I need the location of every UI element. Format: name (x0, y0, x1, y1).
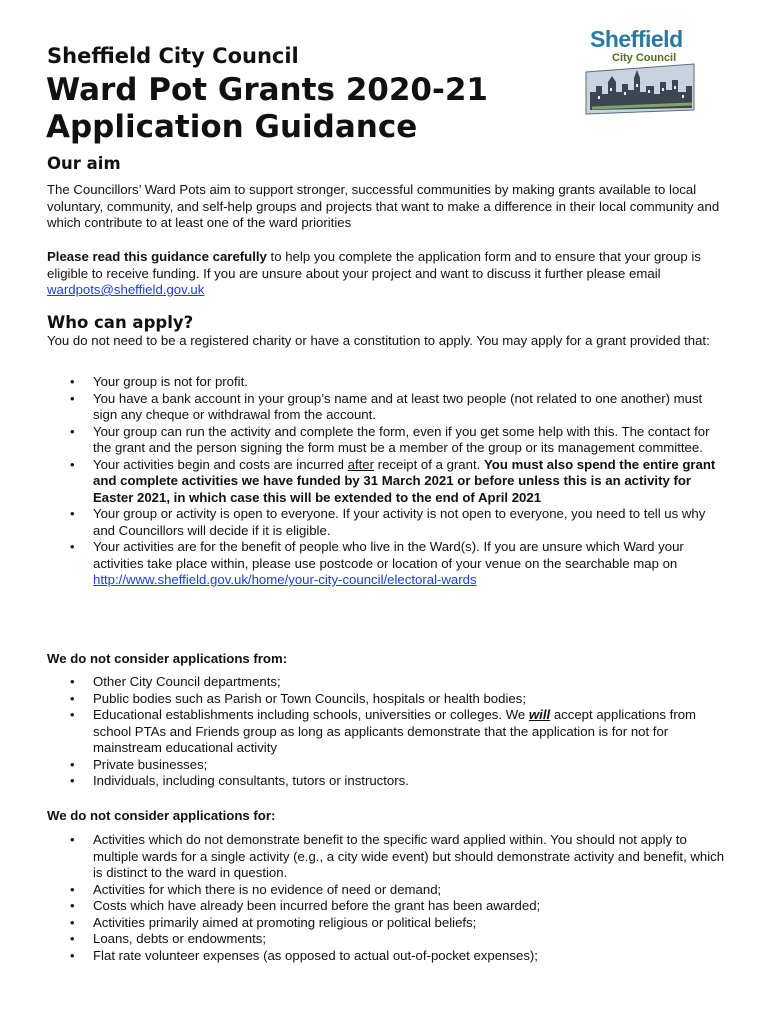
sheffield-city-council-logo (582, 28, 698, 116)
logo-wordmark: Sheffield (590, 26, 683, 52)
list-item: • You have a bank account in your group’s name and at least two people (not related to one another) must sign any cheque or withdrawal from the account. (47, 391, 727, 424)
list-item: • Your group can run the activity and complete the form, even if you get some help with this. The contact for the grant and the person signing the form must be a member of the group or its management committee. (47, 424, 727, 457)
b4-mid: receipt of a grant. (374, 456, 484, 472)
list-item (47, 707, 727, 757)
list-item: • Your group is not for profit. (47, 374, 727, 391)
list-item: • Activities for which there is no evidence of need or demand; (47, 882, 727, 899)
read-guidance-paragraph (47, 249, 727, 299)
logo-subtitle: City Council (612, 52, 677, 64)
read-guidance-bold: Please read this guidance carefully (47, 249, 267, 264)
list-item: • Costs which have already been incurred before the grant has been awarded; (47, 898, 727, 915)
eligibility-list (47, 374, 727, 589)
excluded-activities-list (47, 832, 727, 964)
not-from-heading: We do not consider applications from: (47, 651, 288, 666)
aim-paragraph: The Councillors’ Ward Pots aim to support stronger, successful communities by making grants available to local voluntary, community, and self-help groups and projects that want to make a difference in their local community and which contribute to at least one of the ward priorities (47, 182, 720, 230)
list-item: • Your group or activity is open to everyone. If your activity is not open to everyone, you need to tell us why and Councillors will decide if it is eligible. (47, 506, 727, 539)
list-item: • Activities primarily aimed at promoting religious or political beliefs; (47, 915, 727, 932)
email-link[interactable]: wardpots@sheffield.gov.uk (47, 282, 205, 297)
b4-pre: Your activities begin and costs are incurred (93, 456, 348, 472)
b3-post: accept applications from school PTAs and Friends group as long as applicants demonstrate that the application is for not for mainstream educational activity (93, 707, 697, 755)
electoral-wards-link[interactable]: http://www.sheffield.gov.uk/home/your-city-council/electoral-wards (93, 572, 477, 587)
list-item (47, 457, 727, 507)
list-item: • Activities which do not demonstrate benefit to the specific ward applied within. You should not apply to multiple wards for a single activity (e.g., a city wide event) but should demonstrate activity and benefit, which is distinct to the ward in question. (47, 832, 727, 882)
b4-deadline-bold: You must also spend the entire grant and complete activities we have funded by 31 March 2021 or before unless this is an activity for Easter 2021, in which case this will be extended to the end of April 2021 (93, 456, 716, 505)
excluded-applicants-list (47, 674, 727, 790)
organisation-title: Sheffield City Council (47, 44, 299, 68)
will-emphasis: will (528, 707, 551, 722)
who-can-apply-heading: Who can apply? (47, 313, 194, 332)
list-item: • Other City Council departments; (47, 674, 727, 691)
b6-text: Your activities are for the benefit of people who live in the Ward(s). If you are unsure which Ward your activities take place within, please use postcode or location of your venue on the searchable map on (93, 539, 684, 571)
list-item (47, 539, 727, 589)
title-line-2: Application Guidance (46, 109, 418, 145)
who-intro: You do not need to be a registered charity or have a constitution to apply. You may apply for a grant provided that: (47, 333, 710, 348)
b3-pre: Educational establishments including schools, universities or colleges. We (93, 707, 529, 722)
list-item: • Public bodies such as Parish or Town Councils, hospitals or health bodies; (47, 691, 727, 708)
list-item: • Individuals, including consultants, tutors or instructors. (47, 773, 727, 790)
read-guidance-text: to help you complete the application form and to ensure that your group is eligible to receive funding. If you are unsure about your project and want to discuss it further please email (47, 249, 701, 281)
our-aim-heading: Our aim (47, 154, 121, 173)
document-title (46, 72, 566, 146)
city-skyline-icon (582, 62, 698, 118)
list-item: • Loans, debts or endowments; (47, 931, 727, 948)
title-line-1: Ward Pot Grants 2020-21 (46, 72, 488, 108)
list-item: • Flat rate volunteer expenses (as opposed to actual out-of-pocket expenses); (47, 948, 727, 965)
b4-after-underlined: after (347, 456, 375, 472)
list-item: • Private businesses; (47, 757, 727, 774)
not-for-heading: We do not consider applications for: (47, 808, 276, 823)
